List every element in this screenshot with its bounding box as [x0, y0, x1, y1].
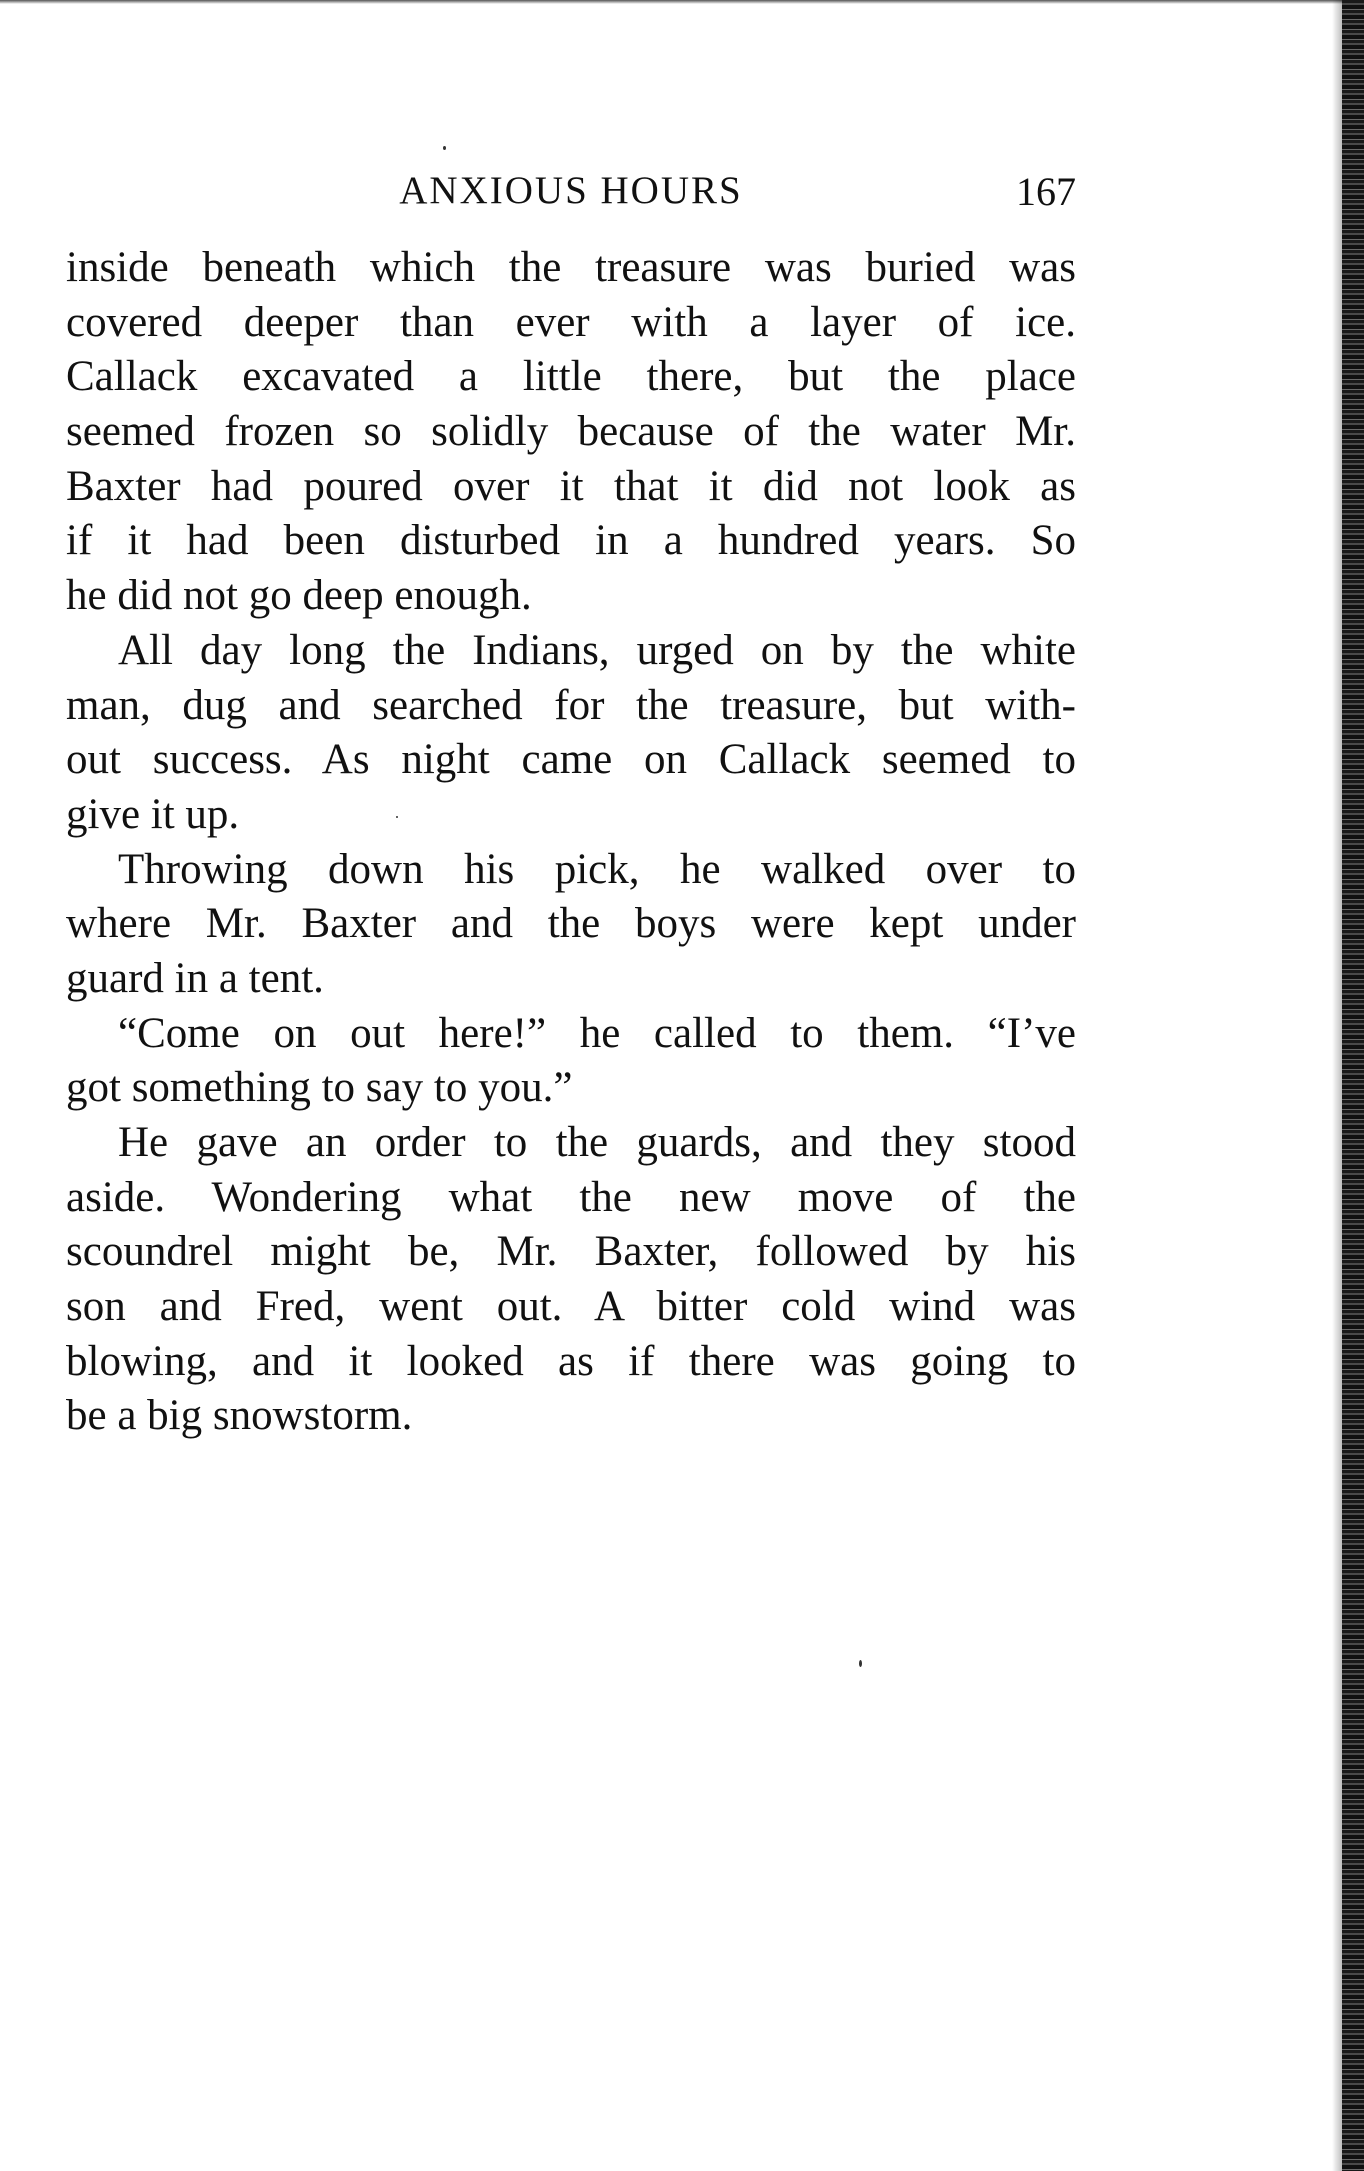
text-line: got something to say to you.” [66, 1064, 573, 1112]
text-line: All day long the Indians, urged on by the white [118, 626, 1076, 674]
text-line: He gave an order to the guards, and they stood [118, 1119, 1076, 1166]
body-text [66, 241, 1076, 1444]
text-line: inside beneath which the treasure was buried was [66, 244, 1076, 291]
paragraph [66, 1116, 1076, 1444]
text-line: where Mr. Baxter and the boys were kept under [66, 900, 1076, 948]
page-number: 167 [1016, 169, 1076, 214]
binding-shadow [1332, 0, 1342, 2171]
text-line: seemed frozen so solidly because of the water Mr. [66, 408, 1076, 456]
text-line: Callack excavated a little there, but the place [66, 353, 1076, 401]
scan-speck [396, 816, 398, 818]
text-line: blowing, and it looked as if there was going to [66, 1337, 1076, 1385]
text-line: give it up. [66, 790, 240, 838]
page-header [66, 168, 1076, 224]
text-line: out success. As night came on Callack seemed to [66, 736, 1076, 784]
paragraph [66, 624, 1076, 843]
text-line: Baxter had poured over it that it did not look as [66, 462, 1076, 510]
scan-speck [859, 1660, 862, 1667]
paragraph [66, 1007, 1076, 1116]
binding-edge [1342, 0, 1364, 2171]
text-line: he did not go deep enough. [66, 572, 532, 620]
paragraph [66, 241, 1076, 624]
text-line: son and Fred, went out. A bitter cold wind was [66, 1283, 1076, 1331]
text-line: if it had been disturbed in a hundred years. So [66, 517, 1076, 565]
running-title: ANXIOUS HOURS [399, 169, 743, 212]
text-line: aside. Wondering what the new move of the [66, 1173, 1076, 1221]
text-line: Throwing down his pick, he walked over to [118, 845, 1076, 893]
text-line: guard in a tent. [66, 954, 324, 1002]
scan-speck [443, 146, 446, 150]
paragraph [66, 843, 1076, 1007]
text-line: man, dug and searched for the treasure, but with- [66, 681, 1076, 729]
text-line: scoundrel might be, Mr. Baxter, followed by his [66, 1228, 1076, 1276]
text-line: “Come on out here!” he called to them. “I’ve [118, 1009, 1076, 1057]
page-top-edge [0, 0, 1364, 4]
text-line: covered deeper than ever with a layer of ice. [66, 298, 1076, 346]
text-line: be a big snowstorm. [66, 1392, 413, 1440]
